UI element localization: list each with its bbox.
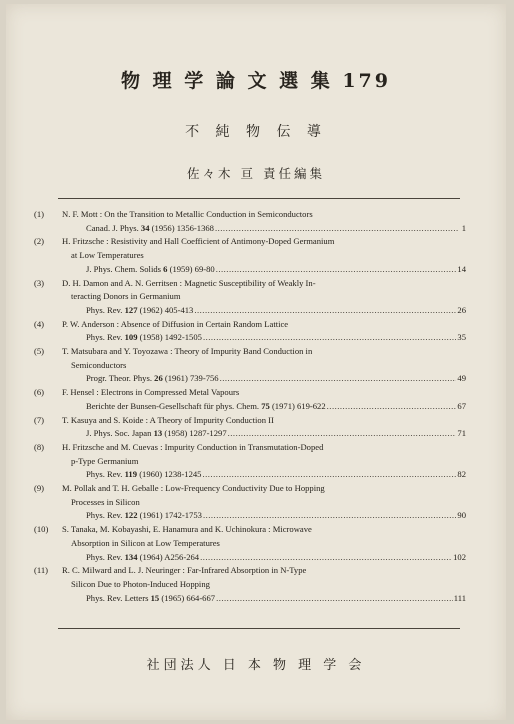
- journal-volume: 119: [124, 469, 138, 480]
- page-number: 82: [457, 469, 466, 480]
- citation-detail: (1961) 1742-1753: [139, 510, 202, 521]
- citation-detail: (1964) A256-264: [139, 551, 200, 562]
- dot-leader: [194, 304, 456, 318]
- journal-volume: 122: [124, 510, 138, 521]
- journal-volume: 127: [124, 304, 138, 315]
- toc-entry: [34, 414, 466, 441]
- citation-detail: (1971) 619-622: [271, 400, 326, 411]
- entry-citation: [34, 400, 466, 414]
- entry-number: (1): [34, 209, 45, 219]
- dot-leader: [220, 372, 457, 386]
- volume-title: 不 純 物 伝 導: [185, 124, 327, 140]
- citation-detail: (1959) 69-80: [169, 263, 215, 274]
- toc-entry: [34, 386, 466, 413]
- entry-title-line: Absorption in Silicon at Low Temperatures: [71, 537, 220, 548]
- journal-name: Phys. Rev.: [86, 304, 123, 315]
- page-number: 102: [453, 551, 466, 562]
- entry-number: (3): [34, 277, 45, 288]
- journal-name: J. Phys. Soc. Japan: [86, 428, 152, 439]
- page-number: 111: [453, 592, 466, 603]
- toc-entry: [34, 564, 466, 605]
- cover-page: [6, 4, 506, 720]
- citation-detail: (1958) 1287-1297: [164, 428, 227, 439]
- toc-entry: [34, 208, 466, 235]
- journal-name: Berichte der Bunsen-Gesellschaft für phys. Chem.: [86, 400, 260, 411]
- entry-title-line: D. H. Damon and A. N. Gerritsen : Magnetic Susceptibility of Weakly In-: [62, 277, 316, 288]
- journal-volume: 75: [261, 400, 270, 411]
- entry-number: (11): [34, 565, 48, 576]
- dot-leader: [228, 427, 457, 441]
- entry-citation: [34, 592, 466, 606]
- entry-title-line: Silicon Due to Photon-Induced Hopping: [71, 578, 210, 589]
- page-number: 26: [457, 304, 466, 315]
- journal-name: Phys. Rev. Letters: [86, 592, 149, 603]
- entry-title-line: N. F. Mott : On the Transition to Metallic Conduction in Semiconductors: [62, 209, 313, 219]
- journal-volume: 26: [154, 373, 163, 384]
- dot-leader: [202, 468, 456, 482]
- entry-citation: [34, 509, 466, 523]
- entry-number: (2): [34, 236, 45, 247]
- journal-volume: 13: [153, 428, 163, 439]
- citation-detail: (1956) 1356-1368: [151, 222, 214, 233]
- citation-detail: (1962) 405-413: [139, 304, 194, 315]
- journal-name: Phys. Rev.: [86, 510, 123, 521]
- entry-title-line: T. Kasuya and S. Koide : A Theory of Impurity Conduction II: [62, 414, 274, 425]
- journal-volume: 15: [150, 592, 160, 603]
- dot-leader: [216, 263, 457, 277]
- journal-name: Canad. J. Phys.: [86, 222, 139, 233]
- entry-citation: [34, 551, 466, 565]
- entry-citation: [34, 468, 466, 482]
- entry-title-line: H. Fritzsche and M. Cuevas : Impurity Conduction in Transmutation-Doped: [62, 441, 324, 452]
- page-number: 49: [457, 373, 466, 384]
- journal-name: J. Phys. Chem. Solids: [86, 263, 161, 274]
- bottom-divider: [58, 628, 460, 629]
- toc-entry: [34, 441, 466, 482]
- journal-volume: 109: [124, 332, 138, 343]
- toc-entry: [34, 318, 466, 345]
- journal-volume: 34: [140, 222, 150, 233]
- page-number: 71: [457, 428, 466, 439]
- dot-leader: [203, 331, 456, 345]
- table-of-contents: [34, 208, 466, 605]
- entry-number: (4): [34, 318, 45, 329]
- page-number: 1: [461, 222, 466, 233]
- entry-title-line: P. W. Anderson : Absence of Diffusion in Certain Random Lattice: [62, 318, 289, 329]
- entry-number: (8): [34, 441, 45, 452]
- entry-citation: [34, 372, 466, 386]
- editor-credit: 佐々木 亘 責任編集: [187, 166, 325, 181]
- entry-title-line: teracting Donors in Germanium: [71, 291, 181, 302]
- toc-entry: [34, 345, 466, 386]
- entry-number: (10): [34, 524, 49, 535]
- entry-number: (9): [34, 483, 45, 494]
- citation-detail: (1958) 1492-1505: [139, 332, 202, 343]
- entry-number: (6): [34, 387, 45, 398]
- toc-entry: [34, 235, 466, 276]
- citation-detail: (1961) 739-756: [164, 373, 219, 384]
- journal-volume: 6: [163, 263, 168, 274]
- entry-title-line: F. Hensel : Electrons in Compressed Metal Vapours: [62, 387, 240, 398]
- journal-name: Progr. Theor. Phys.: [86, 373, 152, 384]
- entry-number: (7): [34, 414, 45, 425]
- page-number: 14: [457, 263, 466, 274]
- dot-leader: [215, 222, 459, 236]
- citation-detail: (1965) 664-667: [161, 592, 216, 603]
- dot-leader: [327, 400, 457, 414]
- entry-title-line: H. Fritzsche : Resistivity and Hall Coefficient of Antimony-Doped Germanium: [62, 236, 335, 247]
- dot-leader: [200, 551, 452, 565]
- dot-leader: [203, 509, 456, 523]
- dot-leader: [216, 592, 453, 606]
- toc-entry: [34, 277, 466, 318]
- entry-title-line: Semiconductors: [71, 359, 127, 370]
- top-divider: [58, 198, 460, 199]
- entry-title-line: p-Type Germanium: [71, 455, 139, 466]
- entry-title-line: S. Tanaka, M. Kobayashi, E. Hanamura and K. Uchinokura : Microwave: [62, 524, 312, 535]
- entry-title-line: M. Pollak and T. H. Geballe : Low-Frequency Conductivity Due to Hopping: [62, 483, 325, 494]
- entry-number: (5): [34, 346, 45, 357]
- publisher: 社団法人 日 本 物 理 学 会: [146, 658, 366, 673]
- page-number: 67: [457, 400, 466, 411]
- page-number: 35: [457, 332, 466, 343]
- entry-title-line: Processes in Silicon: [71, 496, 140, 507]
- entry-citation: [34, 304, 466, 318]
- journal-volume: 134: [124, 551, 138, 562]
- toc-entry: [34, 523, 466, 564]
- series-title: 物 理 学 論 文 選 集 179: [121, 70, 391, 92]
- entry-citation: [34, 263, 466, 277]
- entry-citation: [34, 222, 466, 236]
- entry-title-line: R. C. Milward and L. J. Neuringer : Far-Infrared Absorption in N-Type: [62, 565, 307, 576]
- journal-name: Phys. Rev.: [86, 332, 123, 343]
- entry-citation: [34, 427, 466, 441]
- entry-title-line: T. Matsubara and Y. Toyozawa : Theory of Impurity Band Conduction in: [62, 346, 313, 357]
- toc-entry: [34, 482, 466, 523]
- journal-name: Phys. Rev.: [86, 551, 123, 562]
- entry-citation: [34, 331, 466, 345]
- entry-title-line: at Low Temperatures: [71, 250, 144, 261]
- page-number: 90: [457, 510, 466, 521]
- journal-name: Phys. Rev.: [86, 469, 123, 480]
- citation-detail: (1960) 1238-1245: [139, 469, 202, 480]
